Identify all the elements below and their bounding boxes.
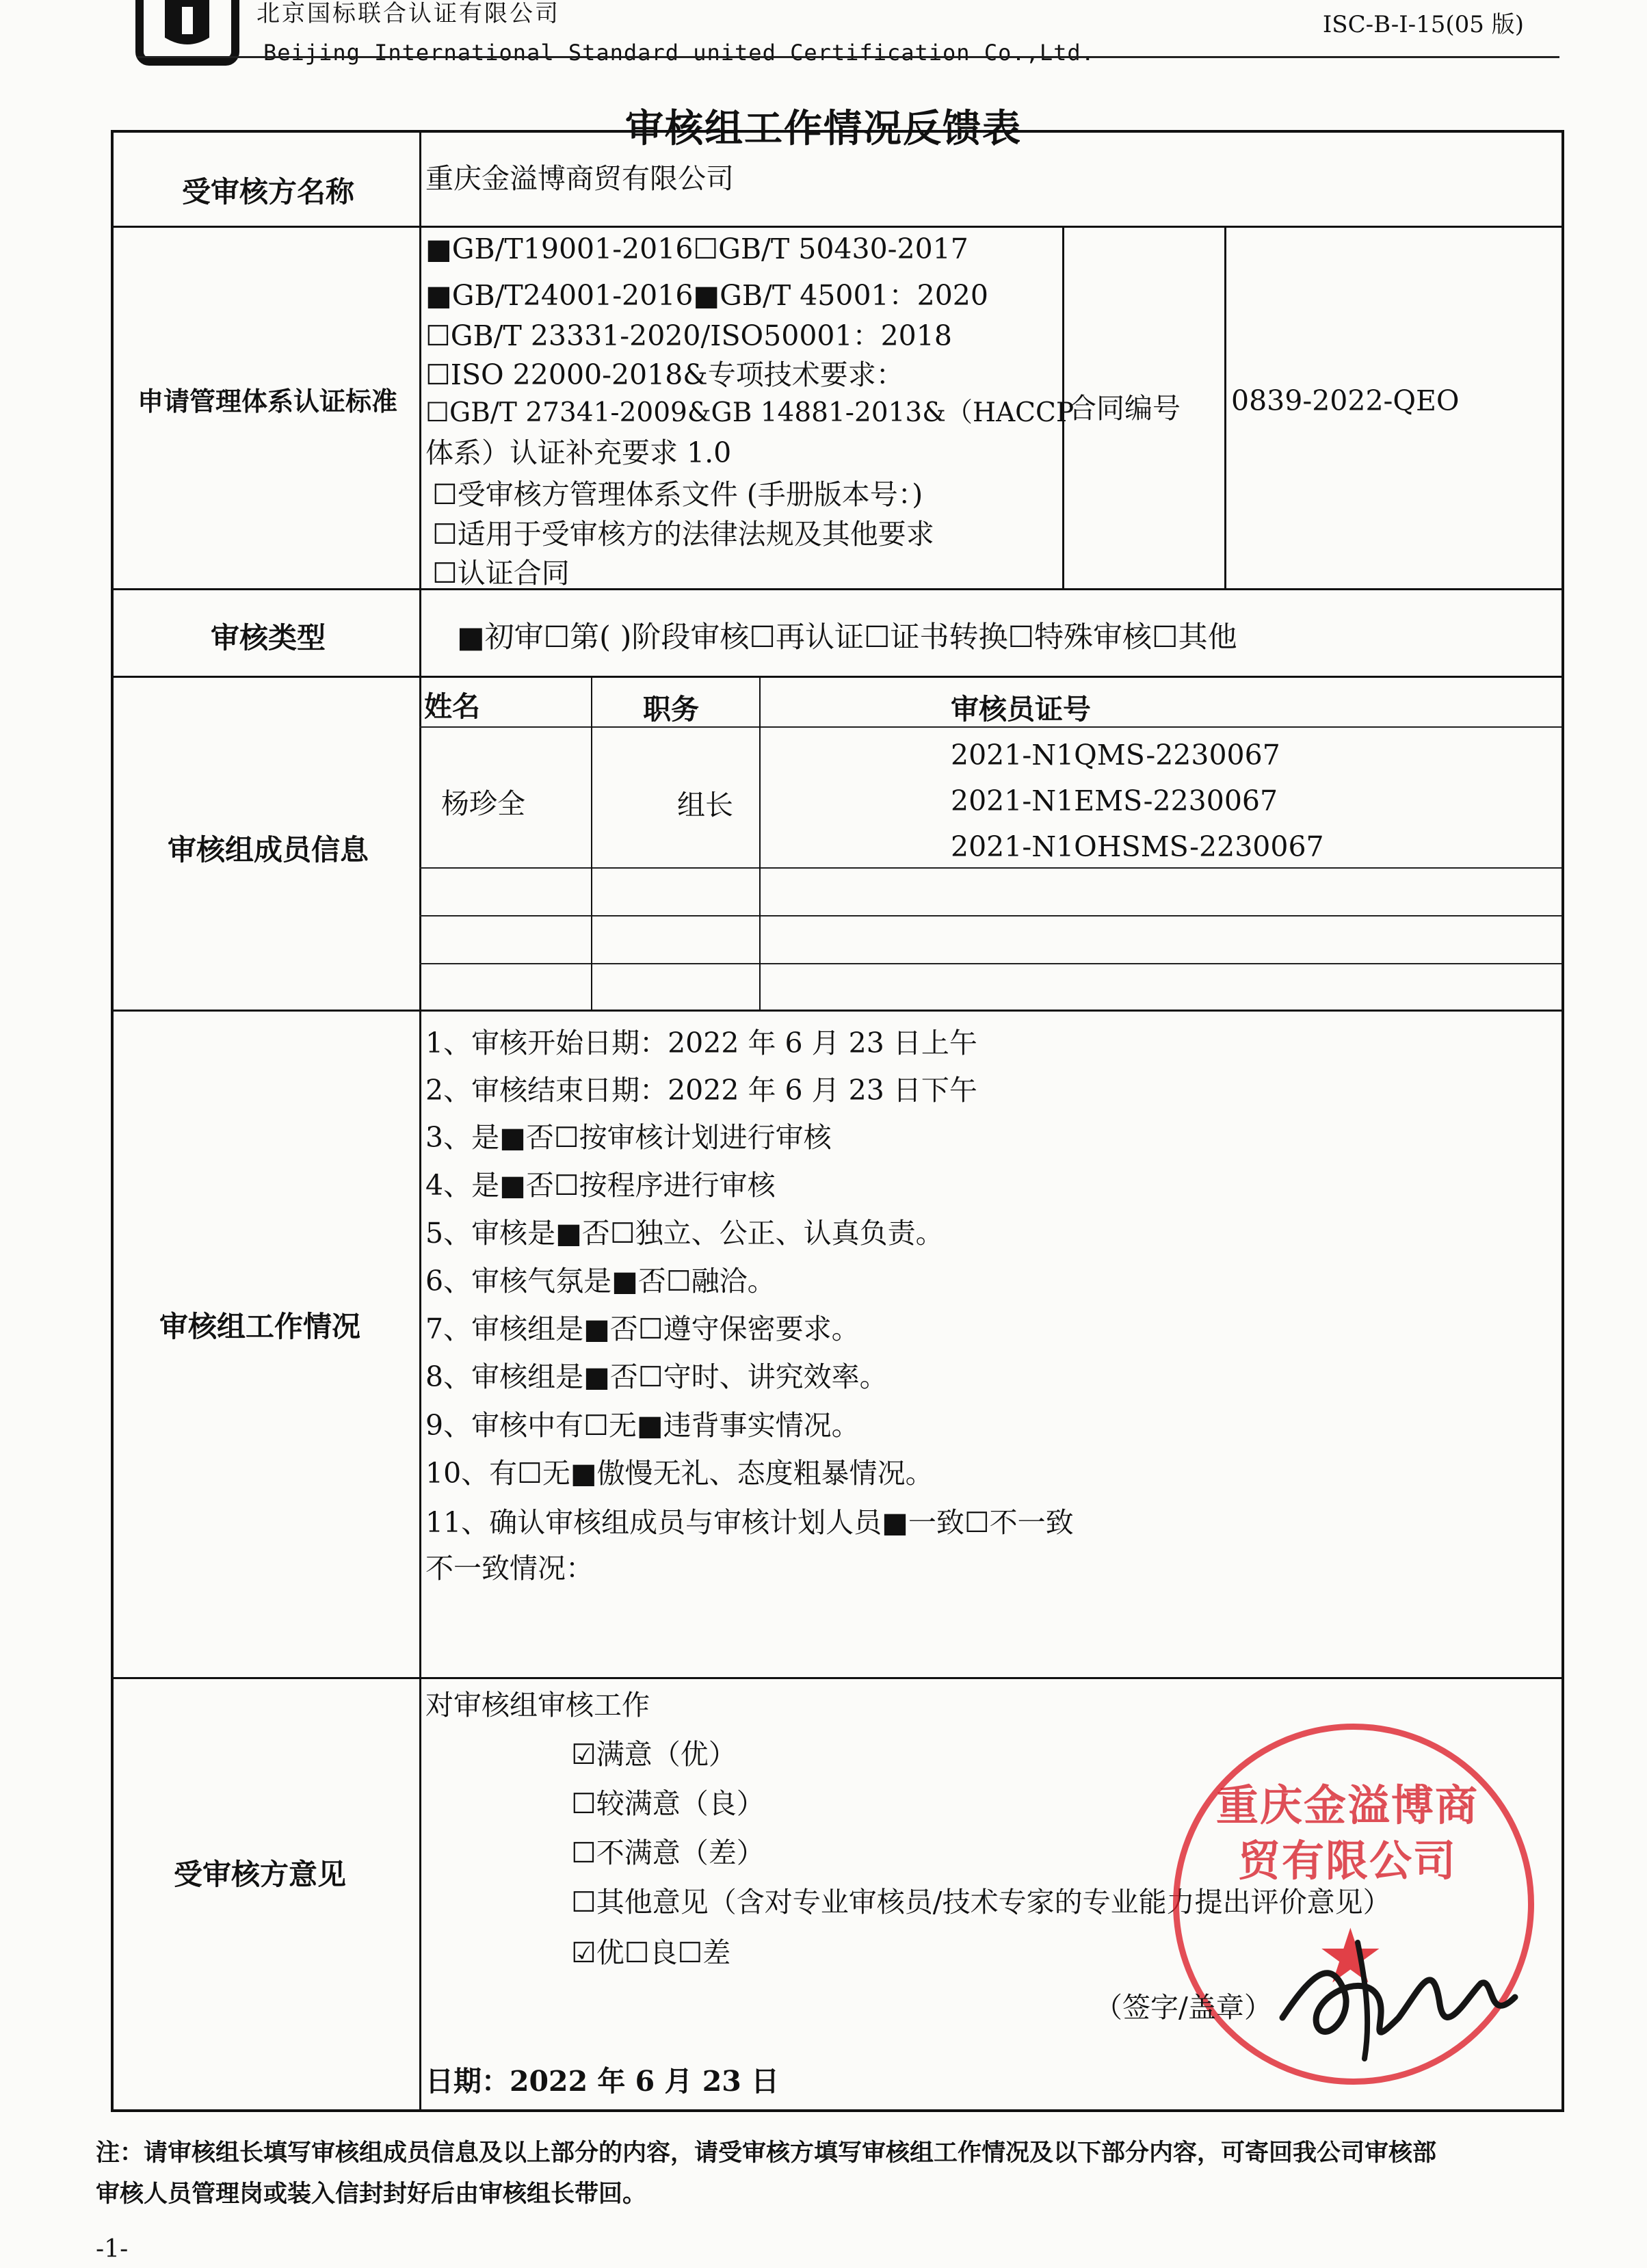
company-name-en: Beijing International Standard united Certification Co.,Ltd. — [263, 40, 1095, 66]
work-item: 2、审核结束日期：2022 年 6 月 23 日下午 — [425, 1074, 977, 1107]
footnote-line: 注：请审核组长填写审核组成员信息及以上部分的内容，请受审核方填写审核组工作情况及以下部分内容，可寄回我公司审核部 — [96, 2139, 1437, 2167]
auditee-name-label: 受审核方名称 — [181, 175, 354, 209]
standard-line: ☐GB/T 27341-2009&GB 14881-2013&（HACCP — [425, 397, 1075, 428]
divider — [759, 676, 761, 1010]
work-item: 5、审核是■否☐独立、公正、认真负责。 — [425, 1217, 944, 1250]
handwritten-signature — [1262, 1912, 1529, 2066]
opinion-option: ☑优☐良☐差 — [571, 1936, 731, 1969]
work-item: 10、有☐无■傲慢无礼、态度粗暴情况。 — [425, 1457, 934, 1490]
divider — [1224, 226, 1226, 588]
team-header-role: 职务 — [643, 693, 699, 726]
opinion-label: 受审核方意见 — [173, 1858, 346, 1891]
team-label: 审核组成员信息 — [167, 833, 369, 867]
header-rule — [137, 56, 1559, 58]
audit-type-value: ■初审☐第( )阶段审核☐再认证☐证书转换☐特殊审核☐其他 — [457, 620, 1237, 655]
member-cert: 2021-N1EMS-2230067 — [951, 784, 1278, 817]
work-item: 6、审核气氛是■否☐融洽。 — [425, 1265, 776, 1297]
standard-line: ☐GB/T 23331-2020/ISO50001：2018 — [425, 319, 952, 352]
divider — [111, 676, 1562, 678]
work-item: 1、审核开始日期：2022 年 6 月 23 日上午 — [425, 1027, 977, 1059]
opinion-date: 日期：2022 年 6 月 23 日 — [425, 2065, 780, 2098]
standard-line: ☐认证合同 — [432, 557, 570, 590]
company-name-cn: 北京国标联合认证有限公司 — [256, 0, 560, 27]
member-cert: 2021-N1QMS-2230067 — [951, 739, 1280, 772]
work-item: 3、是■否☐按审核计划进行审核 — [425, 1121, 832, 1154]
opinion-option: ☐较满意（良） — [571, 1787, 765, 1820]
member-role: 组长 — [677, 789, 733, 821]
standard-line: ☐ISO 22000-2018&专项技术要求： — [425, 358, 904, 391]
work-label: 审核组工作情况 — [159, 1310, 360, 1343]
member-cert: 2021-N1OHSMS-2230067 — [951, 830, 1324, 863]
team-header-cert: 审核员证号 — [951, 693, 1091, 726]
footnote-line: 审核人员管理岗或装入信封封好后由审核组长带回。 — [96, 2180, 647, 2208]
work-item: 不一致情况： — [425, 1552, 594, 1585]
standard-line: ☐适用于受审核方的法律法规及其他要求 — [432, 518, 934, 551]
divider — [111, 588, 1562, 590]
audit-type-label: 审核类型 — [210, 621, 326, 655]
opinion-intro: 对审核组审核工作 — [425, 1689, 650, 1722]
work-item: 4、是■否☐按程序进行审核 — [425, 1169, 776, 1202]
signature-label: （签字/盖章） — [1094, 1991, 1272, 2024]
contract-number-value: 0839-2022-QEO — [1231, 384, 1460, 417]
divider — [111, 1677, 1562, 1679]
opinion-option: ☐不满意（差） — [571, 1836, 765, 1869]
company-logo — [134, 0, 240, 68]
work-item: 11、确认审核组成员与审核计划人员■一致☐不一致 — [425, 1506, 1074, 1539]
standard-line: ■GB/T19001-2016☐GB/T 50430-2017 — [425, 233, 969, 265]
opinion-option: ☑满意（优） — [571, 1738, 737, 1771]
seal-text: 重庆金溢博商贸有限公司 — [1215, 1780, 1479, 1886]
divider — [111, 226, 1562, 228]
work-item: 9、审核中有☐无■违背事实情况。 — [425, 1409, 860, 1442]
work-item: 7、审核组是■否☐遵守保密要求。 — [425, 1313, 860, 1345]
contract-number-label: 合同编号 — [1068, 392, 1181, 425]
work-item: 8、审核组是■否☐守时、讲究效率。 — [425, 1360, 888, 1393]
form-code: ISC-B-I-15(05 版) — [1322, 11, 1524, 38]
team-header-name: 姓名 — [424, 690, 480, 723]
opinion-option: ☐其他意见（含对专业审核员/技术专家的专业能力提出评价意见） — [571, 1886, 1391, 1918]
member-name: 杨珍全 — [441, 787, 525, 820]
page-number: -1- — [96, 2235, 129, 2263]
form-title: 审核组工作情况反馈表 — [625, 107, 1022, 151]
label-column-divider — [419, 130, 421, 2109]
divider — [111, 1010, 1562, 1012]
standards-label: 申请管理体系认证标准 — [137, 386, 397, 417]
standard-line: 体系）认证补充要求 1.0 — [425, 436, 732, 469]
standard-line: ☐受审核方管理体系文件 (手册版本号：) — [432, 478, 923, 511]
auditee-name-value: 重庆金溢博商贸有限公司 — [425, 162, 734, 195]
standard-line: ■GB/T24001-2016■GB/T 45001：2020 — [425, 279, 988, 312]
divider — [591, 676, 592, 1010]
seal-star-icon: ★ — [1317, 1912, 1384, 2000]
